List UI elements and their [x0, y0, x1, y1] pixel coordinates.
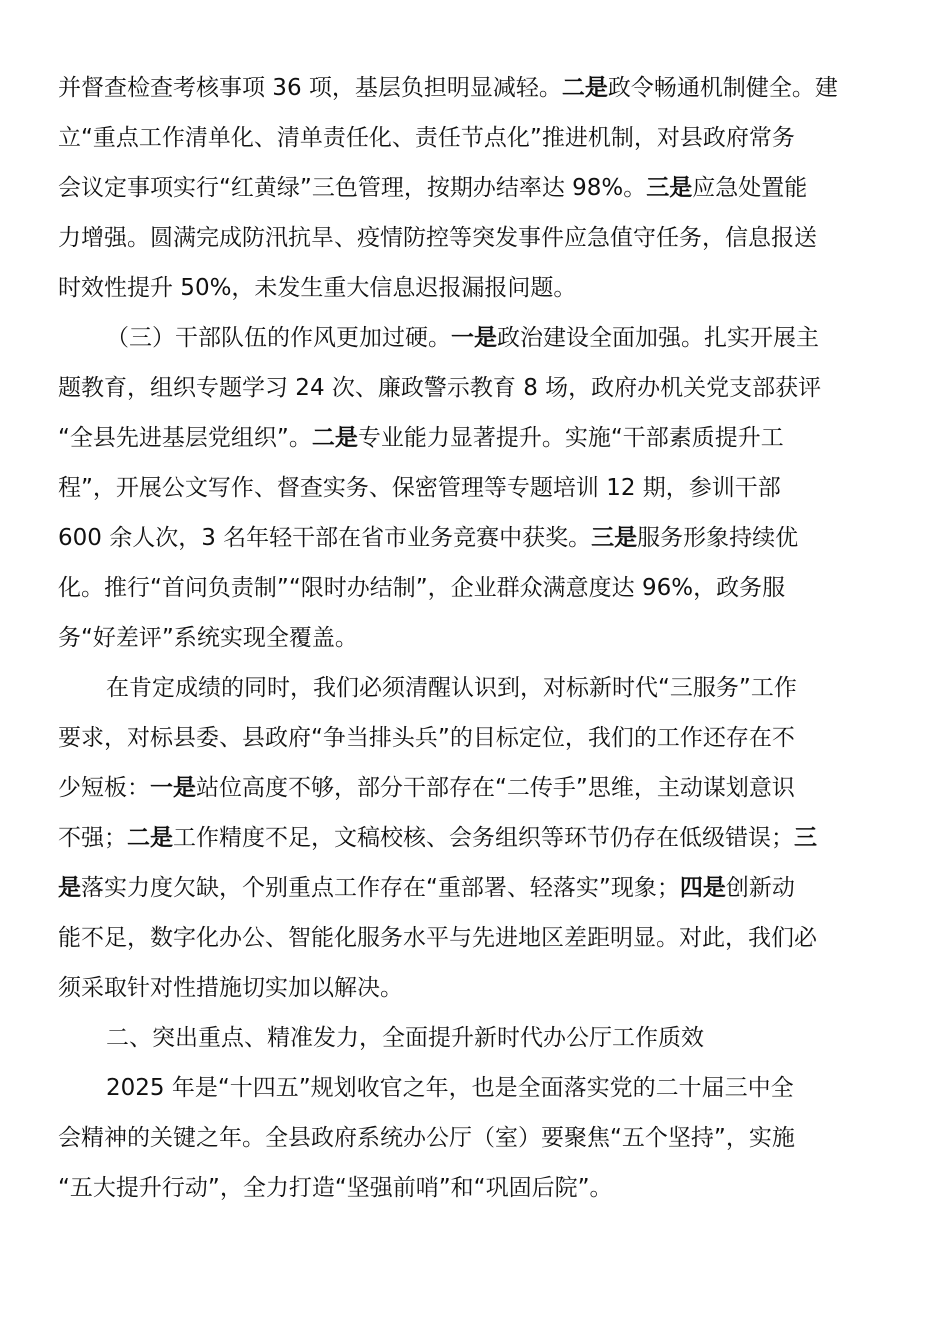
text-line: 须采取针对性措施切实加以解决。 [58, 975, 403, 1001]
text-line: 会精神的关键之年。全县政府系统办公厅（室）要聚焦“五个坚持”，实施 [58, 1125, 795, 1151]
text-line: 能不足，数字化办公、智能化服务水平与先进地区差距明显。对此，我们必 [58, 925, 817, 951]
text-line: 力增强。圆满完成防汛抗旱、疫情防控等突发事件应急值守任务，信息报送 [58, 225, 817, 251]
text-line: 立“重点工作清单化、清单责任化、责任节点化”推进机制，对县政府常务 [58, 125, 795, 151]
text-line: 并督查检查考核事项 36 项，基层负担明显减轻。二是政令畅通机制健全。建 [58, 75, 838, 101]
text-line: （三）干部队伍的作风更加过硬。一是政治建设全面加强。扎实开展主 [106, 325, 819, 351]
text-line: 不强；二是工作精度不足，文稿校核、会务组织等环节仍存在低级错误；三 [58, 825, 817, 851]
text-line: 会议定事项实行“红黄绿”三色管理，按期办结率达 98%。三是应急处置能 [58, 175, 808, 201]
text-line: 化。推行“首问负责制”“限时办结制”，企业群众满意度达 96%，政务服 [58, 575, 786, 601]
text-line: “五大提升行动”，全力打造“坚强前哨”和“巩固后院”。 [58, 1175, 613, 1201]
text-line: 600 余人次，3 名年轻干部在省市业务竞赛中获奖。三是服务形象持续优 [58, 525, 799, 551]
text-line: 务“好差评”系统实现全覆盖。 [58, 625, 358, 651]
text-line: 要求，对标县委、县政府“争当排头兵”的目标定位，我们的工作还存在不 [58, 725, 795, 751]
section-heading: 二、突出重点、精准发力，全面提升新时代办公厅工作质效 [106, 1025, 704, 1051]
text-line: 是落实力度欠缺，个别重点工作存在“重部署、轻落实”现象；四是创新动 [58, 875, 795, 901]
text-line: 在肯定成绩的同时，我们必须清醒认识到，对标新时代“三服务”工作 [106, 675, 797, 701]
text-line: 题教育，组织专题学习 24 次、廉政警示教育 8 场，政府办机关党支部获评 [58, 375, 822, 401]
text-line: 时效性提升 50%，未发生重大信息迟报漏报问题。 [58, 275, 577, 301]
text-line: 少短板：一是站位高度不够，部分干部存在“二传手”思维，主动谋划意识 [58, 775, 795, 801]
text-line: 2025 年是“十四五”规划收官之年，也是全面落实党的二十届三中全 [106, 1075, 794, 1101]
text-line: “全县先进基层党组织”。二是专业能力显著提升。实施“干部素质提升工 [58, 425, 784, 451]
text-line: 程”，开展公文写作、督查实务、保密管理等专题培训 12 期，参训干部 [58, 475, 781, 501]
